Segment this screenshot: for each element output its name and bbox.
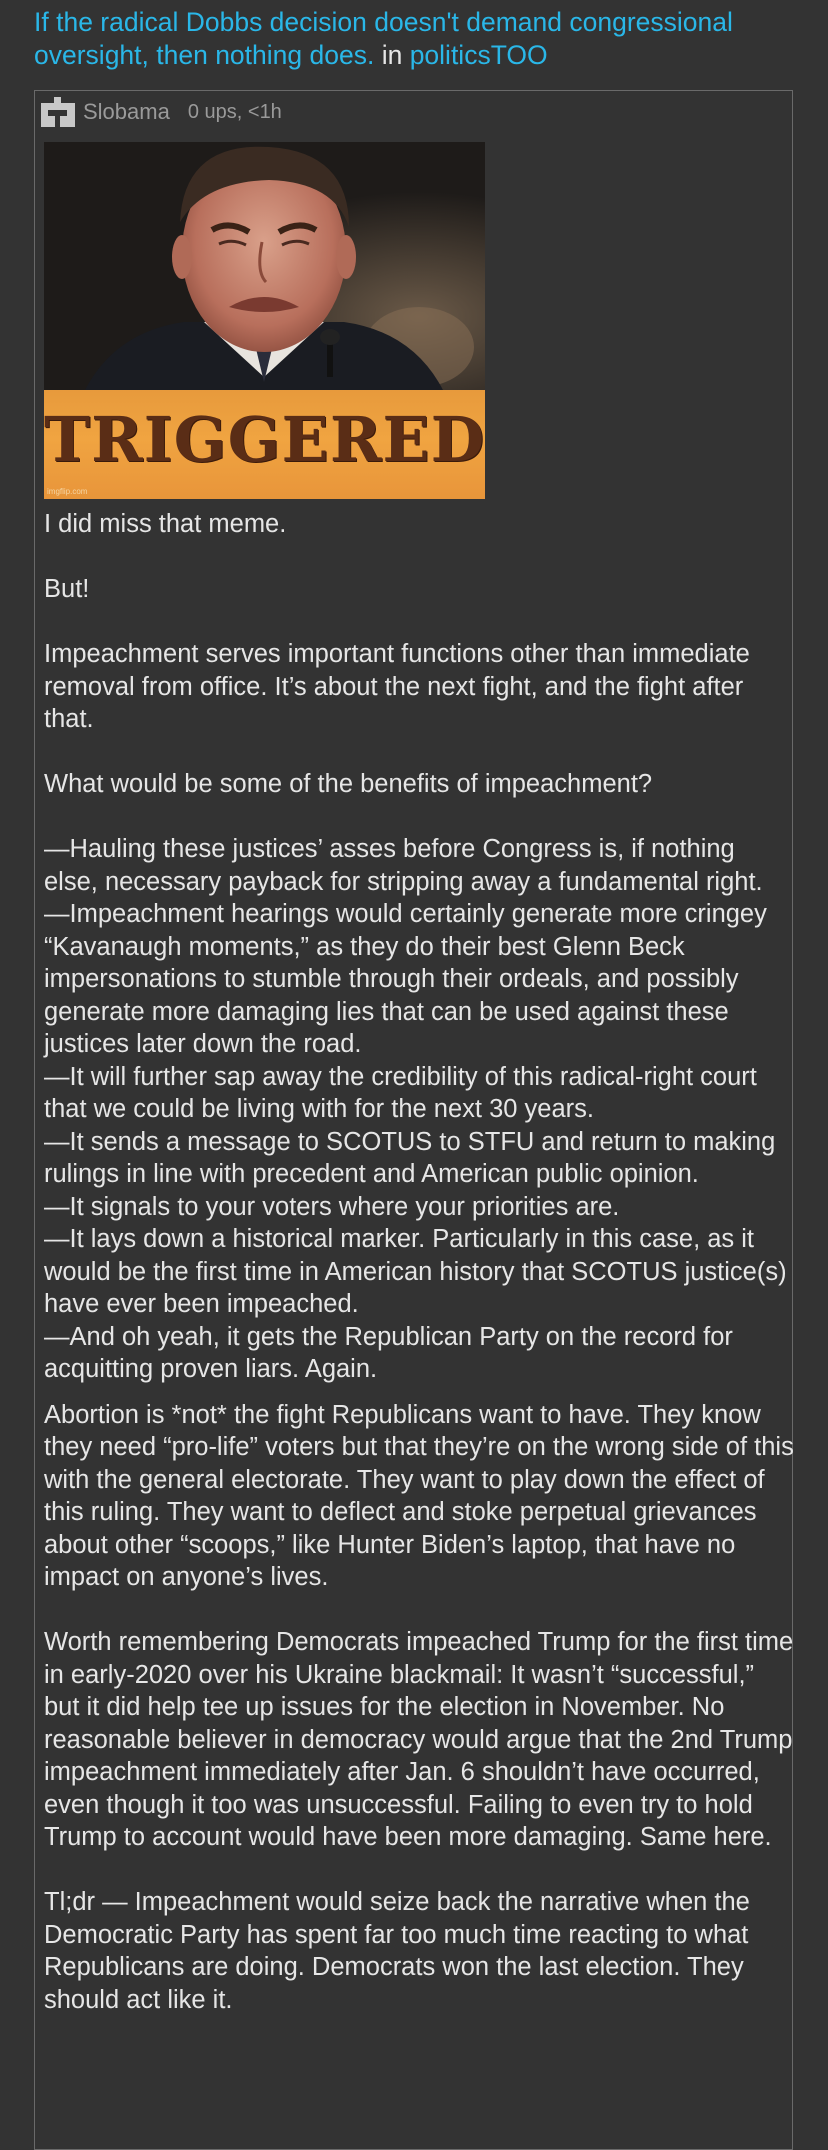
post-title-line: [34, 6, 794, 72]
comment-meta: [41, 96, 282, 128]
comment-body: [44, 508, 794, 2049]
meme-watermark: imgflip.com: [47, 487, 88, 496]
author-link[interactable]: Slobama: [83, 99, 170, 124]
paragraph-8: Tl;dr — Impeachment would seize back the narrative when the Democratic Party has spent far too much time reacting to what Republicans are doing. Democrats won the last election. They should act like it.: [44, 1888, 750, 2014]
vote-stats: 0 ups, <1h: [187, 100, 282, 123]
meme-image[interactable]: [44, 142, 485, 499]
paragraph-1: I did miss that meme.: [44, 510, 287, 538]
paragraph-2: But!: [44, 575, 90, 603]
pixel-avatar-icon[interactable]: [41, 97, 75, 127]
benefits-list: —Hauling these justices’ asses before Congress is, if nothing else, necessary payback for stripping away a fundamental right. —Impeachment hearings would certainly generate more cringey “Kavanaugh moments,” as they do their best Glenn Beck impersonations to stumble through their ordeals, and possibly generate more damaging lies that can be used against these justices later down the road. —It will further sap away the credibility of this radical-right court that we could be living with for the next 30 years. —It sends a message to SCOTUS to STFU and return to making rulings in line with precedent and American public opinion. —It signals to your voters where your priorities are. —It lays down a historical marker. Particularly in this case, as it would be the first time in American history that SCOTUS justice(s) have ever been impeached. —And oh yeah, it gets the Republican Party on the record for acquitting proven liars. Again.: [44, 835, 787, 1383]
post-title-link[interactable]: If the radical Dobbs decision doesn't demand congressional oversight, then nothing does.: [34, 7, 733, 70]
meme-photo: [44, 142, 485, 392]
community-link[interactable]: politicsTOO: [409, 40, 548, 70]
paragraph-4: What would be some of the benefits of impeachment?: [44, 770, 653, 798]
paragraph-6: Abortion is *not* the fight Republicans want to have. They know they need “pro-life” voters but that they’re on the wrong side of this with the general electorate. They want to play down the effect of this ruling. They want to deflect and stoke perpetual grievances about other “scoops,” like Hunter Biden’s laptop, that have no impact on anyone’s lives.: [44, 1400, 794, 1591]
paragraph-3: Impeachment serves important functions other than immediate removal from office. It’s about the next fight, and the fight after that.: [44, 640, 750, 733]
paragraph-7: Worth remembering Democrats impeached Trump for the first time in early-2020 over his Ukraine blackmail: It wasn’t “successful,” but it did help tee up issues for the election in November. No reasonable believer in democracy would argue that the 2nd Trump impeachment immediately after Jan. 6 shouldn’t have occurred, even though it too was unsuccessful. Failing to even try to hold Trump to account would have been more damaging. Same here.: [44, 1628, 794, 1851]
meme-caption: TRIGGERED: [44, 403, 485, 476]
in-label: in: [374, 40, 410, 70]
